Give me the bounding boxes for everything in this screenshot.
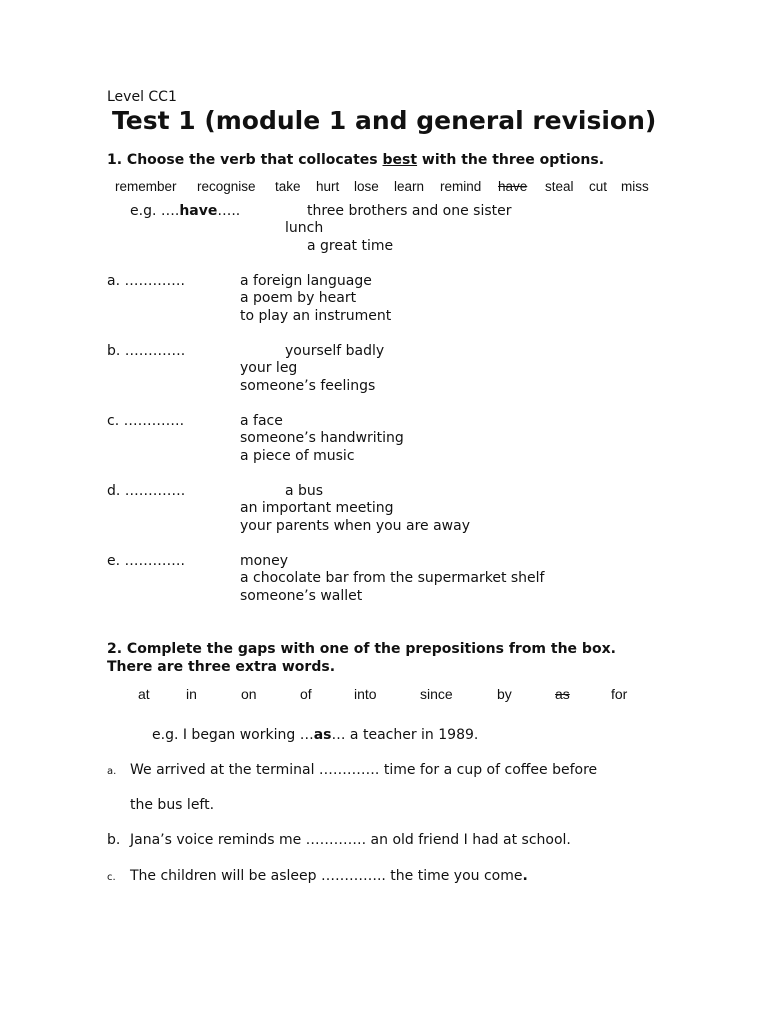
word-as-used: as (555, 686, 570, 702)
preposition-word-box (0, 686, 768, 704)
item-b-option: someone’s feelings (240, 378, 376, 394)
verb-word-box (0, 179, 768, 197)
item-b-blank: b. …………. (107, 343, 186, 359)
section1-heading: 1. Choose the verb that collocates best with the three options. (107, 152, 605, 168)
item-c-option: a face (240, 413, 283, 429)
item-d-blank: d. …………. (107, 483, 186, 499)
s2-item-c-label: c. (107, 872, 116, 883)
word-lose: lose (354, 179, 379, 194)
word-for: for (611, 686, 628, 702)
s2-item-b-label: b. (107, 832, 121, 848)
example-option: lunch (285, 220, 324, 236)
word-since: since (420, 686, 453, 702)
item-b-option: your leg (240, 360, 298, 376)
word-have-used: have (498, 179, 528, 194)
word-take: take (275, 179, 301, 194)
item-a-option: to play an instrument (240, 308, 392, 324)
example-option: three brothers and one sister (307, 203, 512, 219)
word-cut: cut (589, 179, 608, 194)
item-c-option: a piece of music (240, 448, 355, 464)
example-label: e.g. ….have….. (130, 203, 241, 219)
word-recognise: recognise (197, 179, 256, 194)
word-on: on (241, 686, 257, 702)
word-hurt: hurt (316, 179, 340, 194)
item-c-option: someone’s handwriting (240, 430, 404, 446)
item-a-option: a poem by heart (240, 290, 357, 306)
word-by: by (497, 686, 512, 702)
test-title: Test 1 (module 1 and general revision) (112, 106, 657, 135)
example-option: a great time (307, 238, 394, 254)
section2-heading-line1: 2. Complete the gaps with one of the prepositions from the box. (107, 641, 616, 657)
s2-item-a-text-cont: the bus left. (130, 797, 215, 813)
item-e-option: a chocolate bar from the supermarket shelf (240, 570, 545, 586)
item-e-option: money (240, 553, 288, 569)
item-d-option: a bus (285, 483, 324, 499)
word-remind: remind (440, 179, 482, 194)
item-c-blank: c. …………. (107, 413, 185, 429)
section2-heading-line2: There are three extra words. (107, 659, 336, 675)
level-label: Level CC1 (107, 89, 177, 105)
s2-item-a-label: a. (107, 766, 117, 777)
word-at: at (138, 686, 150, 702)
section2-example: e.g. I began working …as… a teacher in 1989. (152, 727, 479, 743)
word-into: into (354, 686, 377, 702)
word-in: in (186, 686, 197, 702)
s2-item-c-text: The children will be asleep ………….. the time you come. (130, 868, 528, 884)
word-remember: remember (115, 179, 177, 194)
word-miss: miss (621, 179, 649, 194)
item-b-option: yourself badly (285, 343, 385, 359)
word-of: of (300, 686, 312, 702)
item-d-option: your parents when you are away (240, 518, 470, 534)
word-learn: learn (394, 179, 425, 194)
item-a-option: a foreign language (240, 273, 372, 289)
item-a-blank: a. …………. (107, 273, 185, 289)
item-e-option: someone’s wallet (240, 588, 363, 604)
s2-item-b-text: Jana’s voice reminds me …………. an old friend I had at school. (130, 832, 571, 848)
s2-item-a-text: We arrived at the terminal …………. time for a cup of coffee before (130, 762, 598, 778)
word-steal: steal (545, 179, 574, 194)
item-e-blank: e. …………. (107, 553, 185, 569)
item-d-option: an important meeting (240, 500, 394, 516)
